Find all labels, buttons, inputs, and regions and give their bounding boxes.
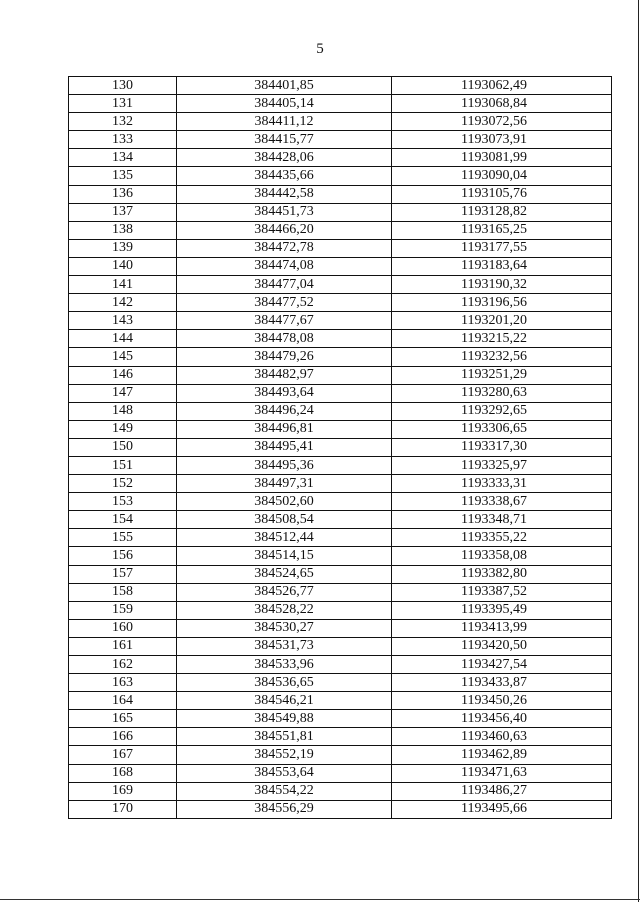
table-row [69,167,612,185]
x-coordinate-cell: 384479,26 [177,348,392,366]
x-coordinate-cell: 384546,21 [177,692,392,710]
coordinates-table-body [69,77,612,819]
x-coordinate-cell: 384549,88 [177,710,392,728]
x-coordinate-cell: 384528,22 [177,601,392,619]
point-number-cell: 160 [69,619,177,637]
point-number-cell: 166 [69,728,177,746]
y-coordinate-cell: 1193317,30 [392,438,612,456]
table-row [69,239,612,257]
y-coordinate-cell: 1193072,56 [392,113,612,131]
x-coordinate-cell: 384477,67 [177,312,392,330]
x-coordinate-cell: 384477,04 [177,276,392,294]
y-coordinate-cell: 1193201,20 [392,312,612,330]
point-number-cell: 136 [69,185,177,203]
point-number-cell: 151 [69,456,177,474]
point-number-cell: 165 [69,710,177,728]
x-coordinate-cell: 384405,14 [177,95,392,113]
x-coordinate-cell: 384552,19 [177,746,392,764]
y-coordinate-cell: 1193450,26 [392,692,612,710]
x-coordinate-cell: 384466,20 [177,221,392,239]
point-number-cell: 169 [69,782,177,800]
point-number-cell: 133 [69,131,177,149]
table-row [69,348,612,366]
y-coordinate-cell: 1193456,40 [392,710,612,728]
x-coordinate-cell: 384435,66 [177,167,392,185]
x-coordinate-cell: 384496,24 [177,402,392,420]
point-number-cell: 157 [69,565,177,583]
point-number-cell: 141 [69,276,177,294]
point-number-cell: 143 [69,312,177,330]
y-coordinate-cell: 1193433,87 [392,674,612,692]
table-row [69,131,612,149]
y-coordinate-cell: 1193073,91 [392,131,612,149]
table-row [69,366,612,384]
page-number: 5 [316,41,324,57]
point-number-cell: 130 [69,77,177,95]
y-coordinate-cell: 1193292,65 [392,402,612,420]
table-row [69,511,612,529]
x-coordinate-cell: 384472,78 [177,239,392,257]
point-number-cell: 158 [69,583,177,601]
table-row [69,95,612,113]
point-number-cell: 138 [69,221,177,239]
y-coordinate-cell: 1193471,63 [392,764,612,782]
x-coordinate-cell: 384508,54 [177,511,392,529]
point-number-cell: 132 [69,113,177,131]
x-coordinate-cell: 384536,65 [177,674,392,692]
table-row [69,221,612,239]
x-coordinate-cell: 384526,77 [177,583,392,601]
y-coordinate-cell: 1193190,32 [392,276,612,294]
x-coordinate-cell: 384530,27 [177,619,392,637]
x-coordinate-cell: 384495,41 [177,438,392,456]
point-number-cell: 153 [69,493,177,511]
y-coordinate-cell: 1193348,71 [392,511,612,529]
point-number-cell: 134 [69,149,177,167]
table-row [69,257,612,275]
point-number-cell: 144 [69,330,177,348]
y-coordinate-cell: 1193232,56 [392,348,612,366]
x-coordinate-cell: 384482,97 [177,366,392,384]
y-coordinate-cell: 1193325,97 [392,456,612,474]
x-coordinate-cell: 384497,31 [177,475,392,493]
x-coordinate-cell: 384514,15 [177,547,392,565]
x-coordinate-cell: 384415,77 [177,131,392,149]
x-coordinate-cell: 384477,52 [177,294,392,312]
y-coordinate-cell: 1193387,52 [392,583,612,601]
y-coordinate-cell: 1193338,67 [392,493,612,511]
y-coordinate-cell: 1193090,04 [392,167,612,185]
table-row [69,203,612,221]
y-coordinate-cell: 1193413,99 [392,619,612,637]
point-number-cell: 140 [69,257,177,275]
y-coordinate-cell: 1193427,54 [392,656,612,674]
point-number-cell: 152 [69,475,177,493]
page-edge-bottom [0,899,640,900]
point-number-cell: 167 [69,746,177,764]
x-coordinate-cell: 384474,08 [177,257,392,275]
table-row [69,565,612,583]
y-coordinate-cell: 1193177,55 [392,239,612,257]
point-number-cell: 145 [69,348,177,366]
x-coordinate-cell: 384442,58 [177,185,392,203]
table-row [69,149,612,167]
y-coordinate-cell: 1193420,50 [392,637,612,655]
point-number-cell: 168 [69,764,177,782]
point-number-cell: 159 [69,601,177,619]
y-coordinate-cell: 1193495,66 [392,800,612,818]
x-coordinate-cell: 384495,36 [177,456,392,474]
y-coordinate-cell: 1193062,49 [392,77,612,95]
point-number-cell: 139 [69,239,177,257]
table-row [69,782,612,800]
table-row [69,674,612,692]
table-row [69,764,612,782]
y-coordinate-cell: 1193105,76 [392,185,612,203]
table-row [69,656,612,674]
x-coordinate-cell: 384411,12 [177,113,392,131]
point-number-cell: 142 [69,294,177,312]
table-row [69,77,612,95]
x-coordinate-cell: 384531,73 [177,637,392,655]
point-number-cell: 162 [69,656,177,674]
x-coordinate-cell: 384554,22 [177,782,392,800]
table-row [69,529,612,547]
x-coordinate-cell: 384496,81 [177,420,392,438]
x-coordinate-cell: 384551,81 [177,728,392,746]
table-row [69,330,612,348]
table-row [69,384,612,402]
point-number-cell: 155 [69,529,177,547]
table-row [69,637,612,655]
y-coordinate-cell: 1193460,63 [392,728,612,746]
point-number-cell: 164 [69,692,177,710]
x-coordinate-cell: 384512,44 [177,529,392,547]
point-number-cell: 146 [69,366,177,384]
y-coordinate-cell: 1193081,99 [392,149,612,167]
table-row [69,185,612,203]
table-row [69,475,612,493]
table-row [69,438,612,456]
x-coordinate-cell: 384524,65 [177,565,392,583]
table-row [69,728,612,746]
y-coordinate-cell: 1193395,49 [392,601,612,619]
x-coordinate-cell: 384493,64 [177,384,392,402]
y-coordinate-cell: 1193306,65 [392,420,612,438]
table-row [69,746,612,764]
table-row [69,601,612,619]
x-coordinate-cell: 384556,29 [177,800,392,818]
y-coordinate-cell: 1193462,89 [392,746,612,764]
page-edge-right [638,0,639,902]
y-coordinate-cell: 1193358,08 [392,547,612,565]
table-row [69,276,612,294]
x-coordinate-cell: 384478,08 [177,330,392,348]
point-number-cell: 161 [69,637,177,655]
point-number-cell: 163 [69,674,177,692]
point-number-cell: 148 [69,402,177,420]
table-row [69,547,612,565]
x-coordinate-cell: 384401,85 [177,77,392,95]
y-coordinate-cell: 1193280,63 [392,384,612,402]
table-row [69,692,612,710]
table-row [69,113,612,131]
table-row [69,493,612,511]
point-number-cell: 154 [69,511,177,529]
table-row [69,456,612,474]
y-coordinate-cell: 1193068,84 [392,95,612,113]
point-number-cell: 170 [69,800,177,818]
x-coordinate-cell: 384451,73 [177,203,392,221]
table-row [69,710,612,728]
table-row [69,312,612,330]
y-coordinate-cell: 1193183,64 [392,257,612,275]
x-coordinate-cell: 384533,96 [177,656,392,674]
y-coordinate-cell: 1193333,31 [392,475,612,493]
point-number-cell: 131 [69,95,177,113]
y-coordinate-cell: 1193128,82 [392,203,612,221]
table-row [69,583,612,601]
y-coordinate-cell: 1193486,27 [392,782,612,800]
table-row [69,420,612,438]
y-coordinate-cell: 1193215,22 [392,330,612,348]
coordinates-table [68,76,612,819]
point-number-cell: 135 [69,167,177,185]
table-row [69,619,612,637]
point-number-cell: 147 [69,384,177,402]
point-number-cell: 137 [69,203,177,221]
x-coordinate-cell: 384428,06 [177,149,392,167]
table-row [69,800,612,818]
point-number-cell: 150 [69,438,177,456]
y-coordinate-cell: 1193165,25 [392,221,612,239]
y-coordinate-cell: 1193355,22 [392,529,612,547]
table-row [69,402,612,420]
x-coordinate-cell: 384553,64 [177,764,392,782]
y-coordinate-cell: 1193382,80 [392,565,612,583]
point-number-cell: 149 [69,420,177,438]
y-coordinate-cell: 1193196,56 [392,294,612,312]
table-row [69,294,612,312]
x-coordinate-cell: 384502,60 [177,493,392,511]
point-number-cell: 156 [69,547,177,565]
y-coordinate-cell: 1193251,29 [392,366,612,384]
